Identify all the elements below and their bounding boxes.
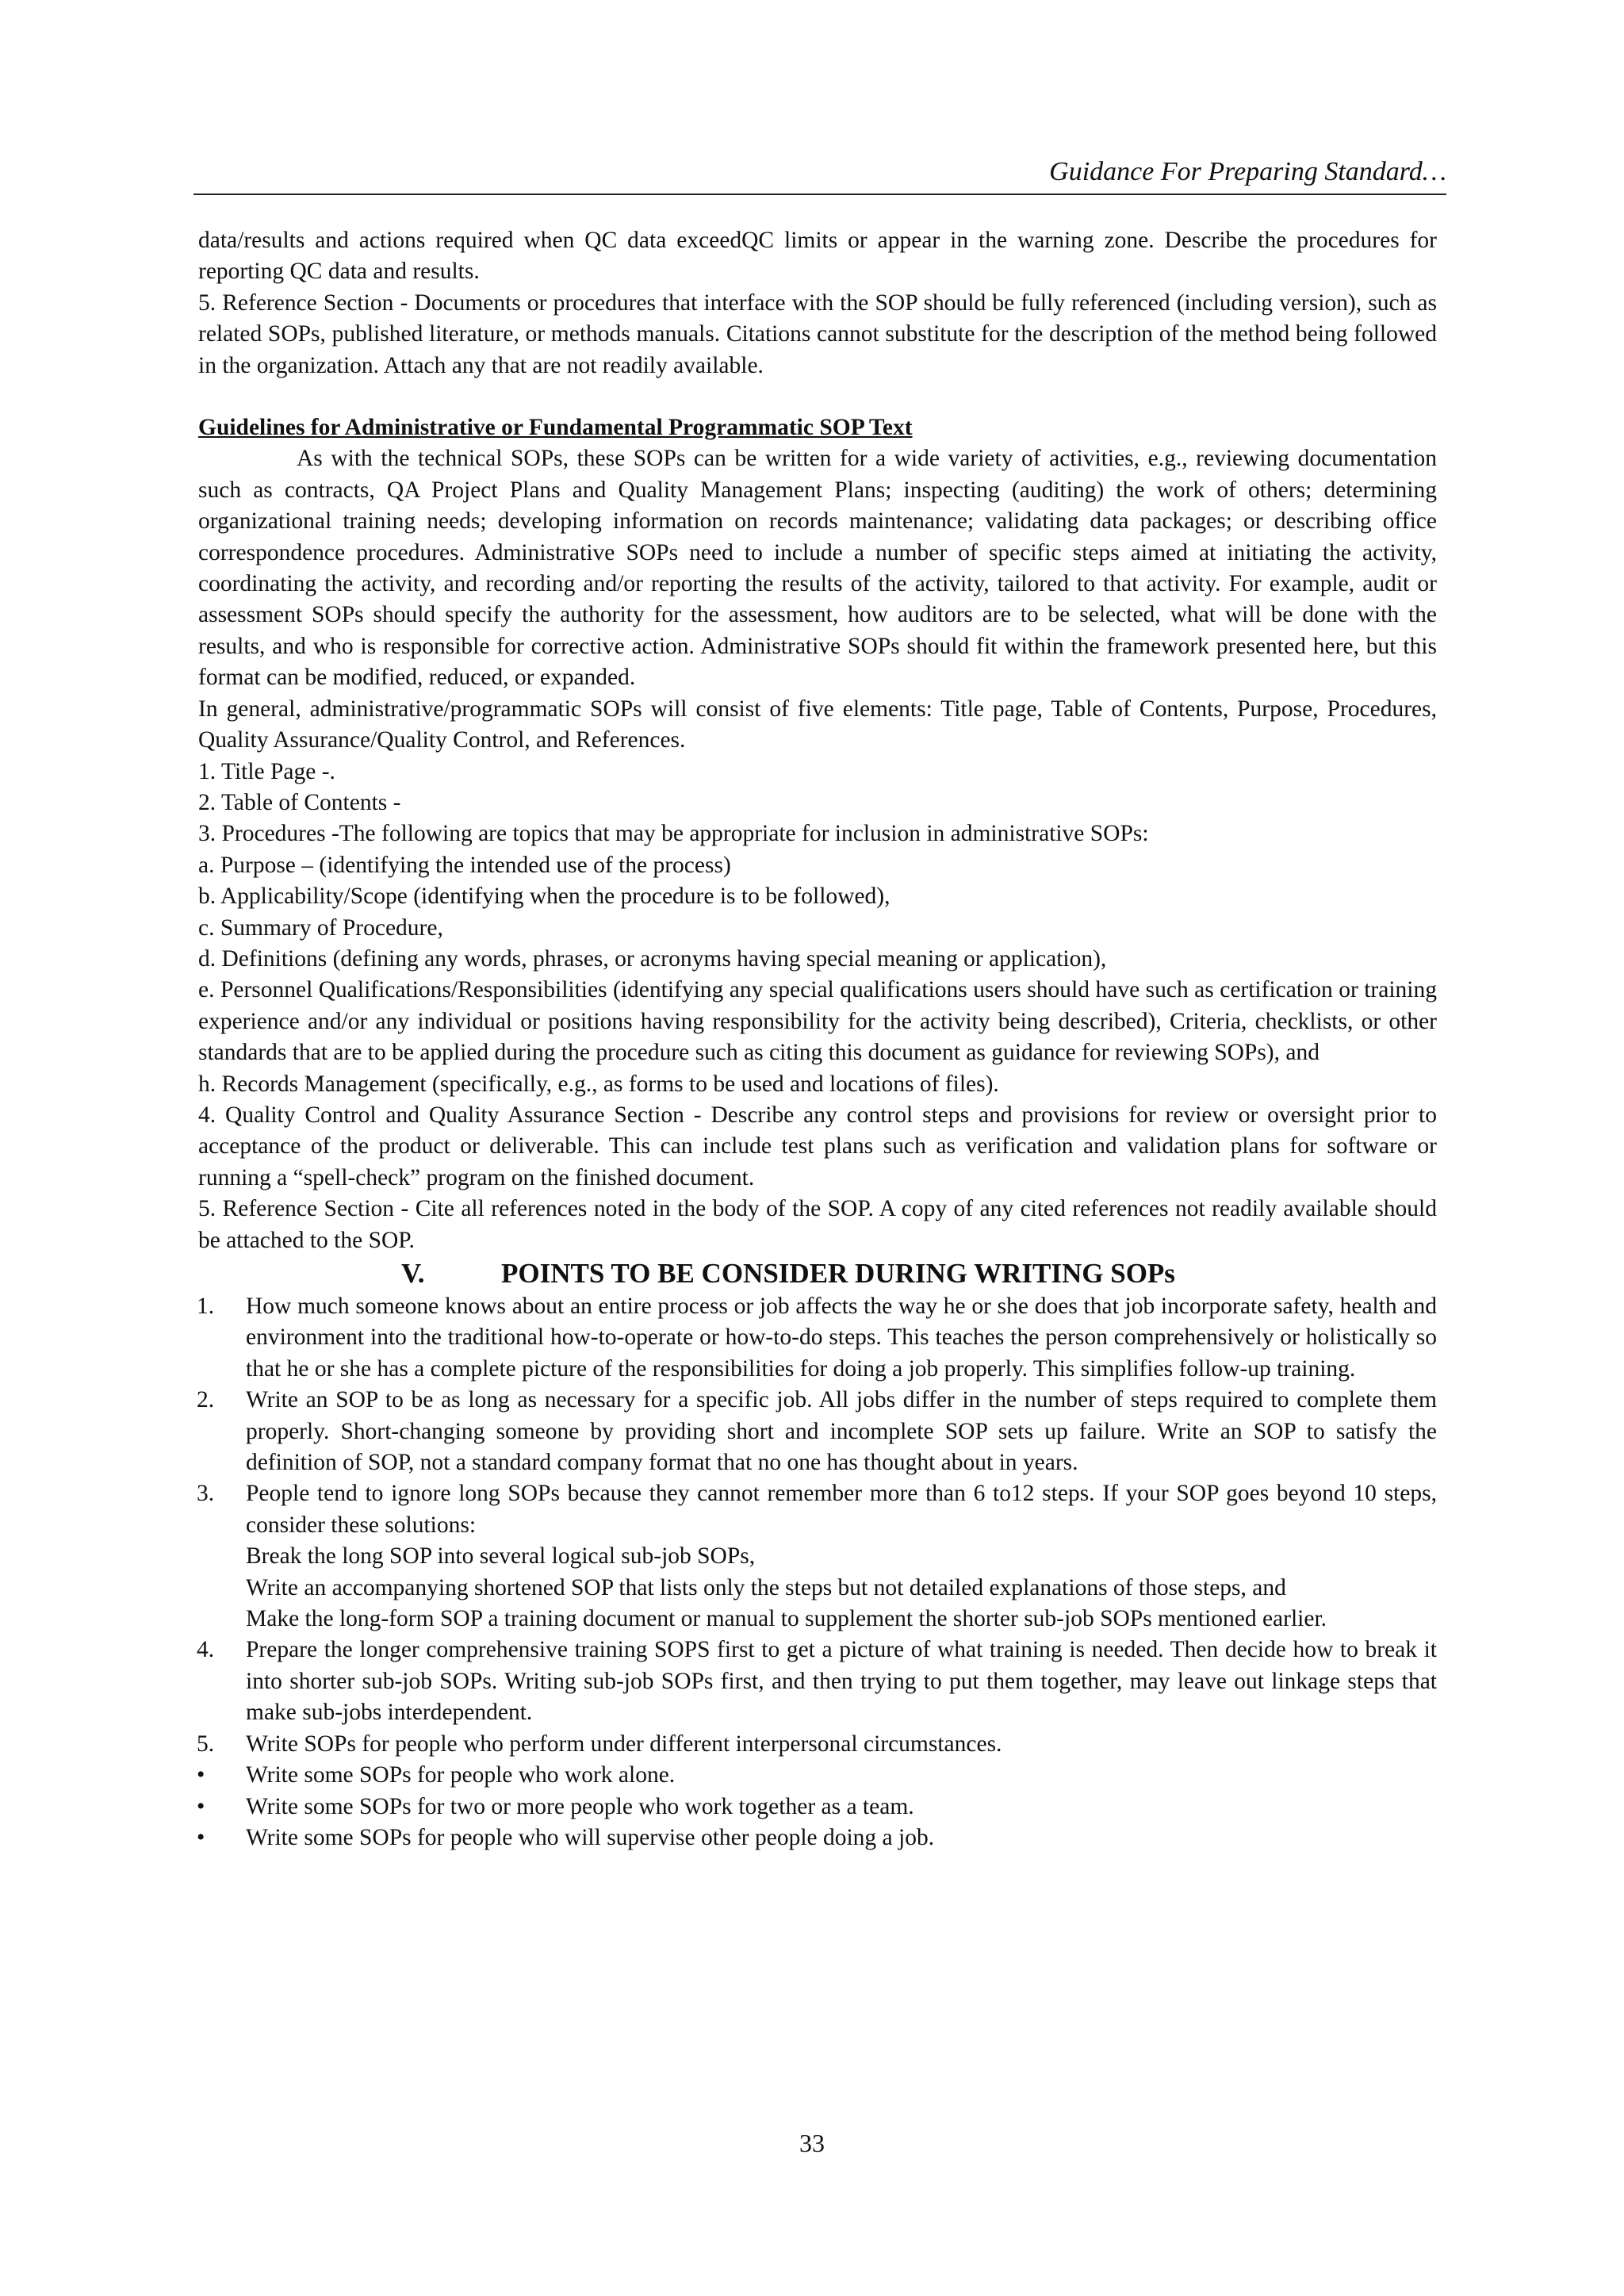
admin-line-applicability: b. Applicability/Scope (identifying when the procedure is to be followed),	[198, 884, 891, 910]
list-item	[197, 1478, 1437, 1635]
bullet-item	[197, 1823, 1437, 1853]
list-item-solution: Break the long SOP into several logical sub-job SOPs,	[246, 1543, 756, 1570]
list-item-text: Prepare the longer comprehensive training SOPS first to get a picture of what training is needed. Then decide how to break it into shorter sub-job SOPs. Writing sub-job SOPs first, and then trying to put them together, may leave out linkage steps that make sub-jobs interdependent.	[246, 1637, 1437, 1726]
admin-section-heading: Guidelines for Administrative or Fundamental Programmatic SOP Text	[198, 415, 913, 441]
admin-line-reference: 5. Reference Section - Cite all references noted in the body of the SOP. A copy of any cited references not readily available should be attached to the SOP.	[198, 1196, 1437, 1253]
bullet-item-text: Write some SOPs for people who work alone.	[246, 1762, 676, 1788]
admin-line-purpose: a. Purpose – (identifying the intended use of the process)	[198, 852, 731, 878]
header-rule	[193, 194, 1446, 195]
admin-line-procedures: 3. Procedures -The following are topics that may be appropriate for inclusion in administrative SOPs:	[198, 821, 1149, 847]
section-v-title	[198, 1256, 1437, 1291]
list-marker: 2.	[197, 1387, 215, 1413]
list-item-text: People tend to ignore long SOPs because they cannot remember more than 6 to12 steps. If your SOP goes beyond 10 steps, consider these solutions:	[246, 1481, 1437, 1538]
list-marker: 5.	[197, 1731, 215, 1757]
admin-line-title-page: 1. Title Page -.	[198, 758, 335, 784]
list-item	[197, 1729, 1437, 1760]
admin-line-qc-qa: 4. Quality Control and Quality Assurance Section - Describe any control steps and provisions for review or oversight prior to acceptance of the product or deliverable. This can include test plans such as verification and validation plans for software or running a “spell-check” program on the finished document.	[198, 1102, 1437, 1190]
paragraph-qc-continuation: data/results and actions required when QC data exceedQC limits or appear in the warning zone. Describe the procedures for reporting QC data and results.	[198, 228, 1437, 285]
list-marker: 3.	[197, 1481, 215, 1507]
list-marker: 4.	[197, 1637, 215, 1663]
list-item-solution: Write an accompanying shortened SOP that lists only the steps but not detailed explanations of those steps, and	[246, 1574, 1286, 1600]
bullet-marker: •	[197, 1762, 205, 1788]
bullet-marker: •	[197, 1793, 205, 1819]
spacer	[198, 381, 1437, 412]
list-item-text: Write an SOP to be as long as necessary for a specific job. All jobs differ in the number of steps required to complete them properly. Short-changing someone by providing short and incomplete SOP sets up failure. Write an SOP to satisfy the definition of SOP, not a standard company format that no one has thought about in years.	[246, 1387, 1437, 1476]
list-item-solution: Make the long-form SOP a training document or manual to supplement the shorter sub-job SOPs mentioned earlier.	[246, 1606, 1327, 1632]
running-header: Guidance For Preparing Standard…	[1049, 157, 1446, 186]
admin-line-table-of-contents: 2. Table of Contents -	[198, 789, 401, 815]
bullet-item	[197, 1760, 1437, 1791]
section-title-text: POINTS TO BE CONSIDER DURING WRITING SOPs	[501, 1258, 1175, 1289]
list-item	[197, 1291, 1437, 1385]
section-number: V.	[401, 1258, 425, 1289]
bullet-item-text: Write some SOPs for people who will supervise other people doing a job.	[246, 1824, 935, 1850]
admin-elements-paragraph: In general, administrative/programmatic SOPs will consist of five elements: Title page, Table of Contents, Purpose, Procedures, Quality Assurance/Quality Control, and References.	[198, 696, 1437, 753]
page-number: 33	[799, 2129, 825, 2157]
list-item-text: How much someone knows about an entire process or job affects the way he or she does that job incorporate safety, health and environment into the traditional how-to-operate or how-to-do steps. This teaches the person comprehensively or holistically so that he or she has a complete picture of the responsibilities for doing a job properly. This simplifies follow-up training.	[246, 1294, 1437, 1382]
admin-line-definitions: d. Definitions (defining any words, phrases, or acronyms having special meaning or application),	[198, 945, 1107, 972]
bullet-item-text: Write some SOPs for two or more people who work together as a team.	[246, 1793, 914, 1819]
list-item-text: Write SOPs for people who perform under different interpersonal circumstances.	[246, 1731, 1002, 1757]
list-marker: 1.	[197, 1294, 215, 1319]
admin-line-personnel: e. Personnel Qualifications/Responsibilities (identifying any special qualifications users should have such as certification or training experience and/or any individual or positions having responsibility for the activity being described), Criteria, checklists, or other standards that are to be applied during the procedure such as citing this document as guidance for reviewing SOPs), and	[198, 977, 1437, 1066]
list-item	[197, 1385, 1437, 1478]
admin-line-records: h. Records Management (specifically, e.g., as forms to be used and locations of files).	[198, 1071, 999, 1097]
list-item	[197, 1635, 1437, 1728]
page-body	[198, 225, 1437, 1853]
paragraph-reference-section: 5. Reference Section - Documents or procedures that interface with the SOP should be fully referenced (including version), such as related SOPs, published literature, or methods manuals. Citations cannot substitute for the description of the method being followed in the organization. Attach any that are not readily available.	[198, 289, 1437, 378]
bullet-marker: •	[197, 1824, 205, 1850]
admin-line-summary: c. Summary of Procedure,	[198, 914, 443, 941]
bullet-item	[197, 1792, 1437, 1823]
admin-intro-paragraph: As with the technical SOPs, these SOPs can be written for a wide variety of activities, e.g., reviewing documentation such as contracts, QA Project Plans and Quality Management Plans; inspecting (auditing) the work of others; determining organizational training needs; developing information on records maintenance; validating data packages; or describing office correspondence procedures. Administrative SOPs need to include a number of specific steps aimed at initiating the activity, coordinating the activity, and recording and/or reporting the results of the activity, tailored to that activity. For example, audit or assessment SOPs should specify the authority for the assessment, how auditors are to be selected, what will be done with the results, and who is responsible for corrective action. Administrative SOPs should fit within the framework presented here, but this format can be modified, reduced, or expanded.	[198, 446, 1437, 691]
